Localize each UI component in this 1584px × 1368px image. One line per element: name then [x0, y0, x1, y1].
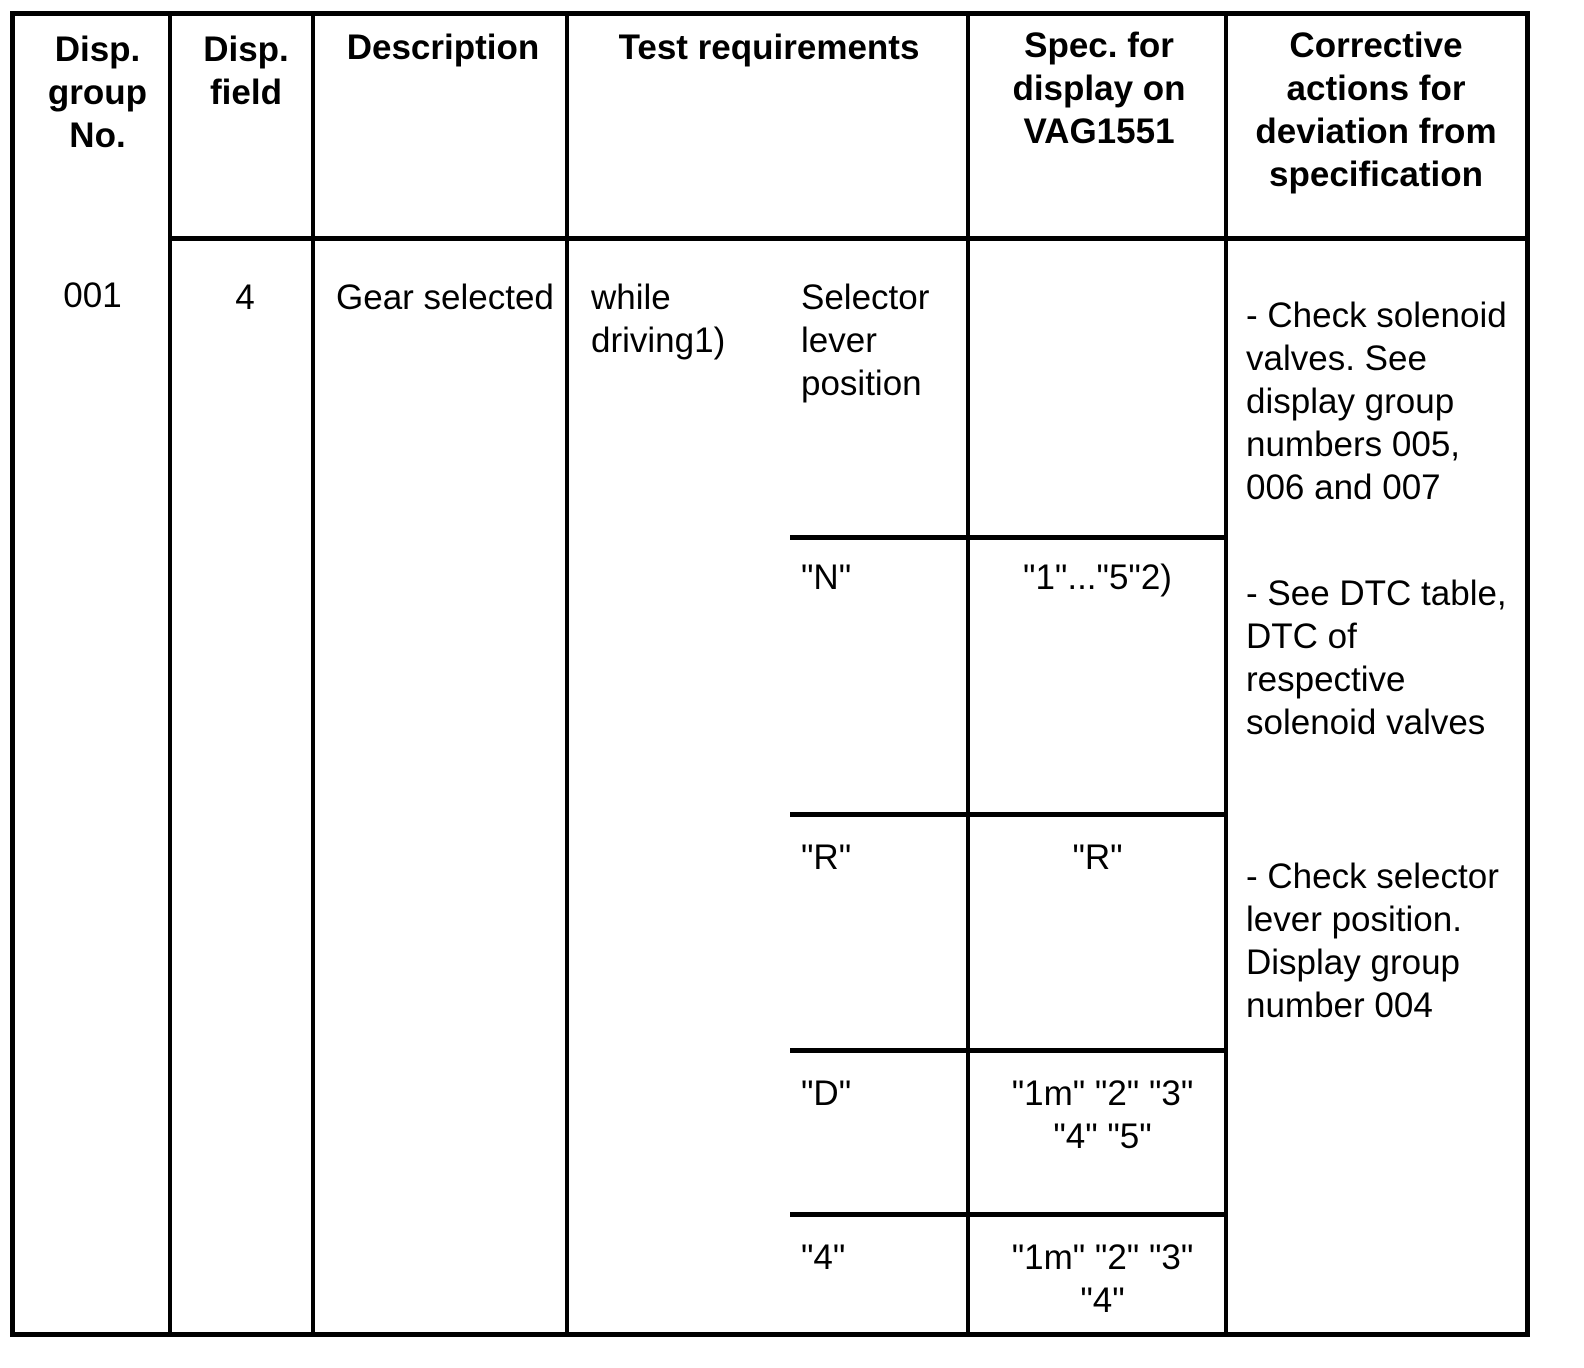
column-divider	[565, 11, 569, 1337]
header-corrective-actions: Corrective actions for deviation from specification	[1255, 26, 1497, 194]
corrective-action: - Check solenoid valves. See display group numbers 005, 006 and 007	[1246, 296, 1507, 507]
lever-position: "D"	[801, 1074, 852, 1113]
position-divider	[790, 1212, 1226, 1217]
selector-lever-label: Selector lever position	[801, 278, 930, 403]
lever-position: "R"	[801, 838, 852, 877]
header-group-no: Disp. group No.	[47, 30, 148, 155]
spec-display-value: "1"..."5"2)	[1023, 558, 1172, 597]
table-border-top	[10, 11, 1530, 16]
spec-display-value: "1m" "2" "3" "4" "5"	[1011, 1074, 1194, 1156]
corrective-action: - See DTC table, DTC of respective solenoid valves	[1246, 574, 1507, 742]
spec-display-value: "R"	[1072, 838, 1123, 877]
table-border-bottom	[10, 1332, 1530, 1337]
header-spec: Spec. for display on VAG1551	[1012, 26, 1186, 151]
header-divider	[168, 236, 1530, 241]
table-border-right	[1525, 11, 1530, 1337]
column-divider	[966, 11, 970, 1337]
lever-position: "N"	[801, 558, 852, 597]
column-divider	[311, 11, 315, 1337]
column-divider	[168, 11, 172, 1337]
position-divider	[790, 1048, 1226, 1053]
test-condition: while driving1)	[591, 278, 726, 360]
field-number: 4	[235, 278, 255, 317]
header-field: Disp. field	[203, 30, 289, 112]
header-description: Description	[346, 28, 540, 67]
table-border-left	[10, 11, 15, 1337]
spec-display-value: "1m" "2" "3" "4"	[1011, 1238, 1194, 1320]
header-test-requirements: Test requirements	[618, 28, 920, 67]
description-text: Gear selected	[336, 278, 554, 317]
position-divider	[790, 535, 1226, 540]
group-number: 001	[63, 276, 122, 315]
column-divider	[1224, 11, 1228, 1337]
position-divider	[790, 812, 1226, 817]
lever-position: "4"	[801, 1238, 846, 1277]
corrective-action: - Check selector lever position. Display group number 004	[1246, 857, 1499, 1025]
